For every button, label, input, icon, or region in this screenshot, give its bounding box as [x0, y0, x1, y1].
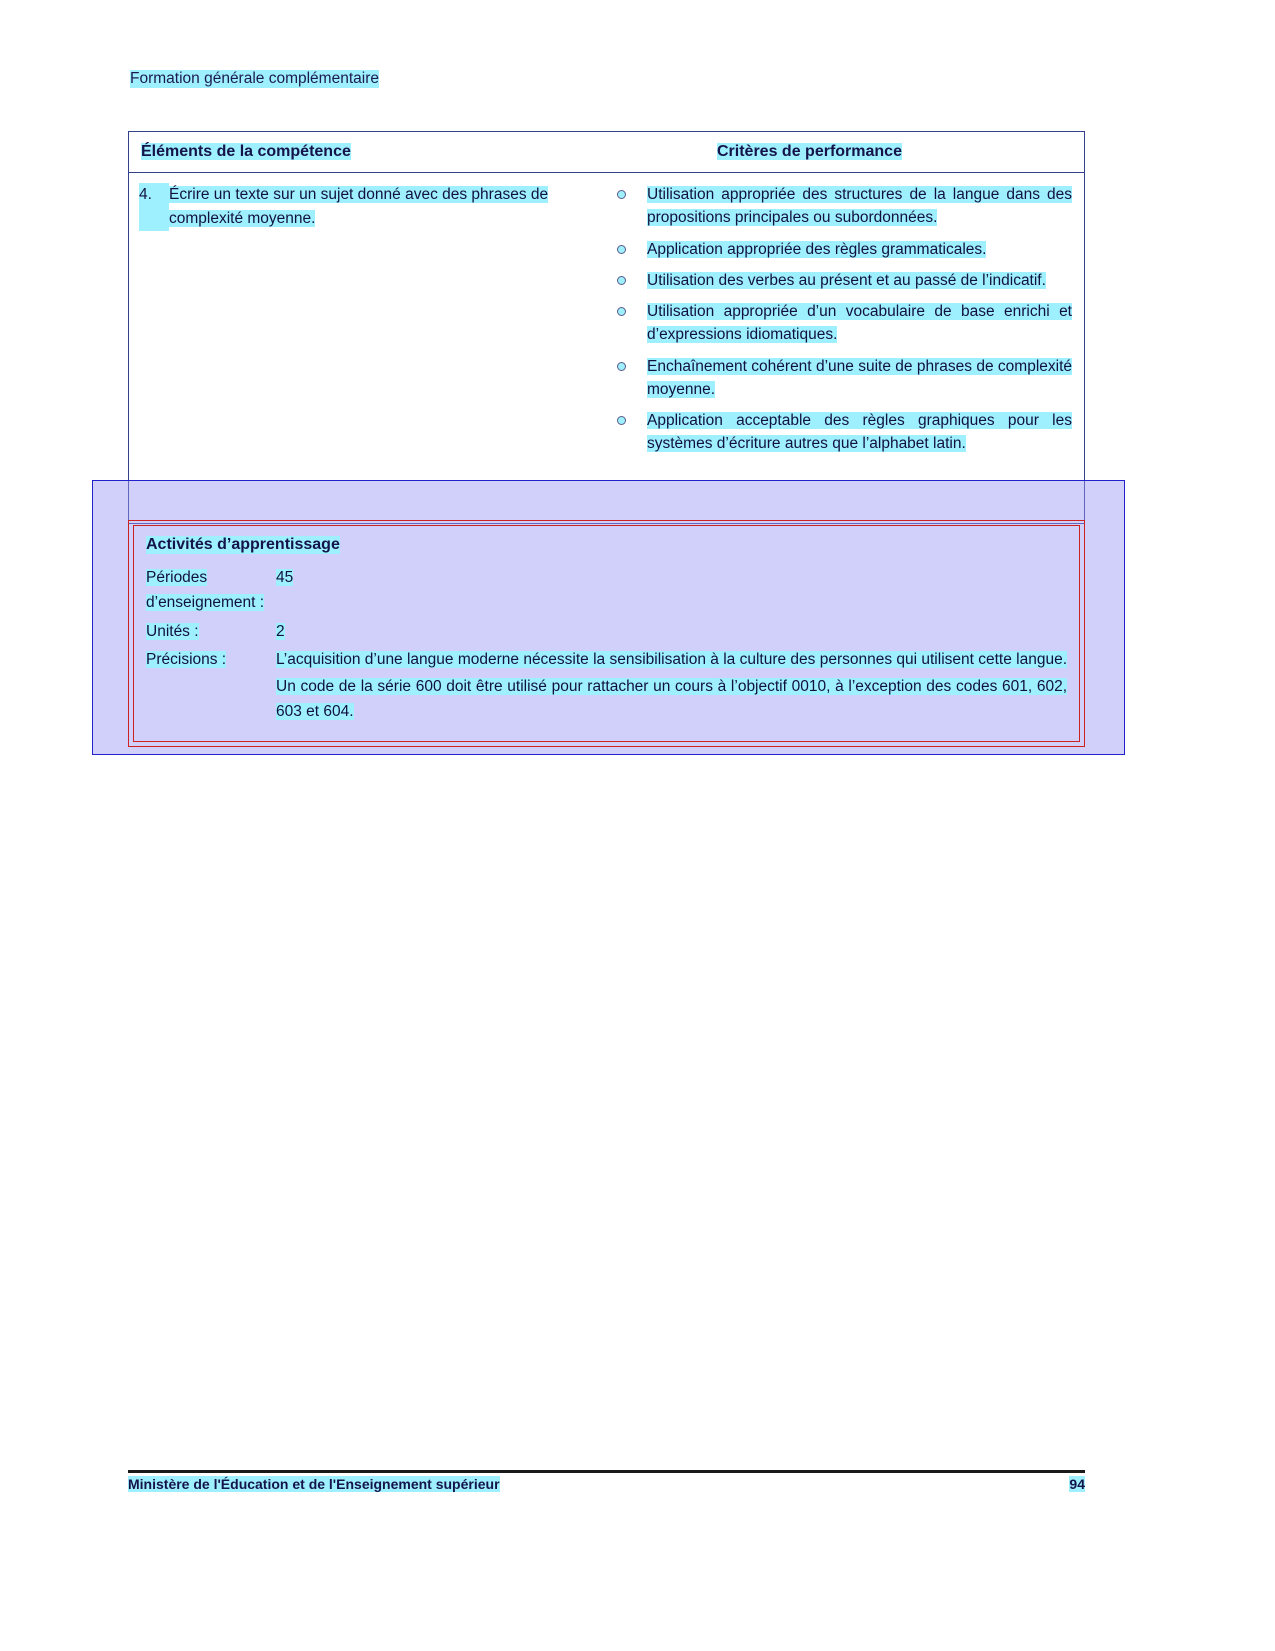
- footer-organization: Ministère de l'Éducation et de l'Enseignement supérieur: [128, 1476, 500, 1492]
- list-item: [609, 409, 1072, 456]
- unites-row: [146, 620, 1067, 645]
- page-footer: [128, 1470, 1085, 1492]
- periodes-value: 45: [276, 569, 294, 586]
- periodes-row: [146, 566, 1067, 616]
- list-item: [609, 183, 1072, 230]
- precision-paragraph: [276, 675, 1067, 725]
- criterion-text: Application acceptable des règles graphiques pour les systèmes d’écriture autres que l’alphabet latin.: [647, 412, 1072, 453]
- page-header-title: Formation générale complémentaire: [130, 70, 379, 87]
- criteria-list: [609, 183, 1072, 456]
- precisions-text-wrap: [276, 648, 1067, 726]
- competence-elements-cell: [129, 173, 609, 523]
- activites-apprentissage-box: [128, 520, 1085, 747]
- precision-text: L’acquisition d’une langue moderne nécessite la sensibilisation à la culture des personnes qui utilisent cette langue.: [276, 651, 1068, 669]
- precisions-row: [146, 648, 1067, 726]
- criterion-text: Utilisation appropriée des structures de la langue dans des propositions principales ou subordonnées.: [647, 186, 1072, 227]
- precisions-label: Précisions :: [146, 651, 227, 669]
- competence-header-right-label: Critères de performance: [717, 143, 902, 160]
- periodes-value-wrap: [266, 566, 1067, 616]
- competence-element-text-wrap: [169, 183, 599, 231]
- unites-label: Unités :: [146, 622, 199, 640]
- unites-value: 2: [276, 622, 285, 640]
- periodes-label: Périodes d’enseignement :: [146, 569, 265, 611]
- bullet-icon: [617, 245, 626, 254]
- footer-row: [128, 1476, 1085, 1492]
- list-item: [609, 269, 1072, 292]
- competence-table: [128, 131, 1085, 524]
- unites-label-wrap: [146, 620, 266, 645]
- bullet-icon: [617, 416, 626, 425]
- activites-title: Activités d’apprentissage: [146, 536, 340, 553]
- competence-table-body-row: [129, 173, 1084, 523]
- bullet-icon: [617, 362, 626, 371]
- competence-header-right-cell: [609, 143, 1084, 161]
- competence-element-number: 4.: [139, 183, 169, 231]
- competence-element-text: Écrire un texte sur un sujet donné avec des phrases de complexité moyenne.: [169, 186, 549, 228]
- bullet-icon: [617, 190, 626, 199]
- bullet-icon: [617, 276, 626, 285]
- bullet-icon: [617, 307, 626, 316]
- precision-paragraph: [276, 648, 1067, 673]
- criterion-text: Utilisation des verbes au présent et au passé de l’indicatif.: [647, 271, 1046, 289]
- unites-value-wrap: [266, 620, 1067, 645]
- competence-element-item: [139, 183, 599, 231]
- list-item: [609, 355, 1072, 402]
- competence-header-left-cell: [129, 143, 609, 161]
- footer-divider: [128, 1470, 1085, 1473]
- precisions-label-wrap: [146, 648, 276, 726]
- criterion-text: Utilisation appropriée d’un vocabulaire de base enrichi et d’expressions idiomatiques.: [647, 303, 1072, 344]
- competence-table-header-row: [129, 132, 1084, 173]
- list-item: [609, 238, 1072, 261]
- footer-page-number: 94: [1069, 1476, 1085, 1492]
- list-item: [609, 300, 1072, 347]
- precision-text: Un code de la série 600 doit être utilisé pour rattacher un cours à l’objectif 0010, à l’exception des codes 601, 602, 603 et 604.: [276, 678, 1067, 720]
- periodes-label-wrap: [146, 566, 266, 616]
- competence-header-left-label: Éléments de la compétence: [141, 143, 351, 160]
- criterion-text: Application appropriée des règles grammaticales.: [647, 240, 987, 258]
- criterion-text: Enchaînement cohérent d’une suite de phrases de complexité moyenne.: [647, 357, 1072, 398]
- competence-criteria-cell: [609, 173, 1084, 523]
- activites-inner-frame: [133, 525, 1080, 742]
